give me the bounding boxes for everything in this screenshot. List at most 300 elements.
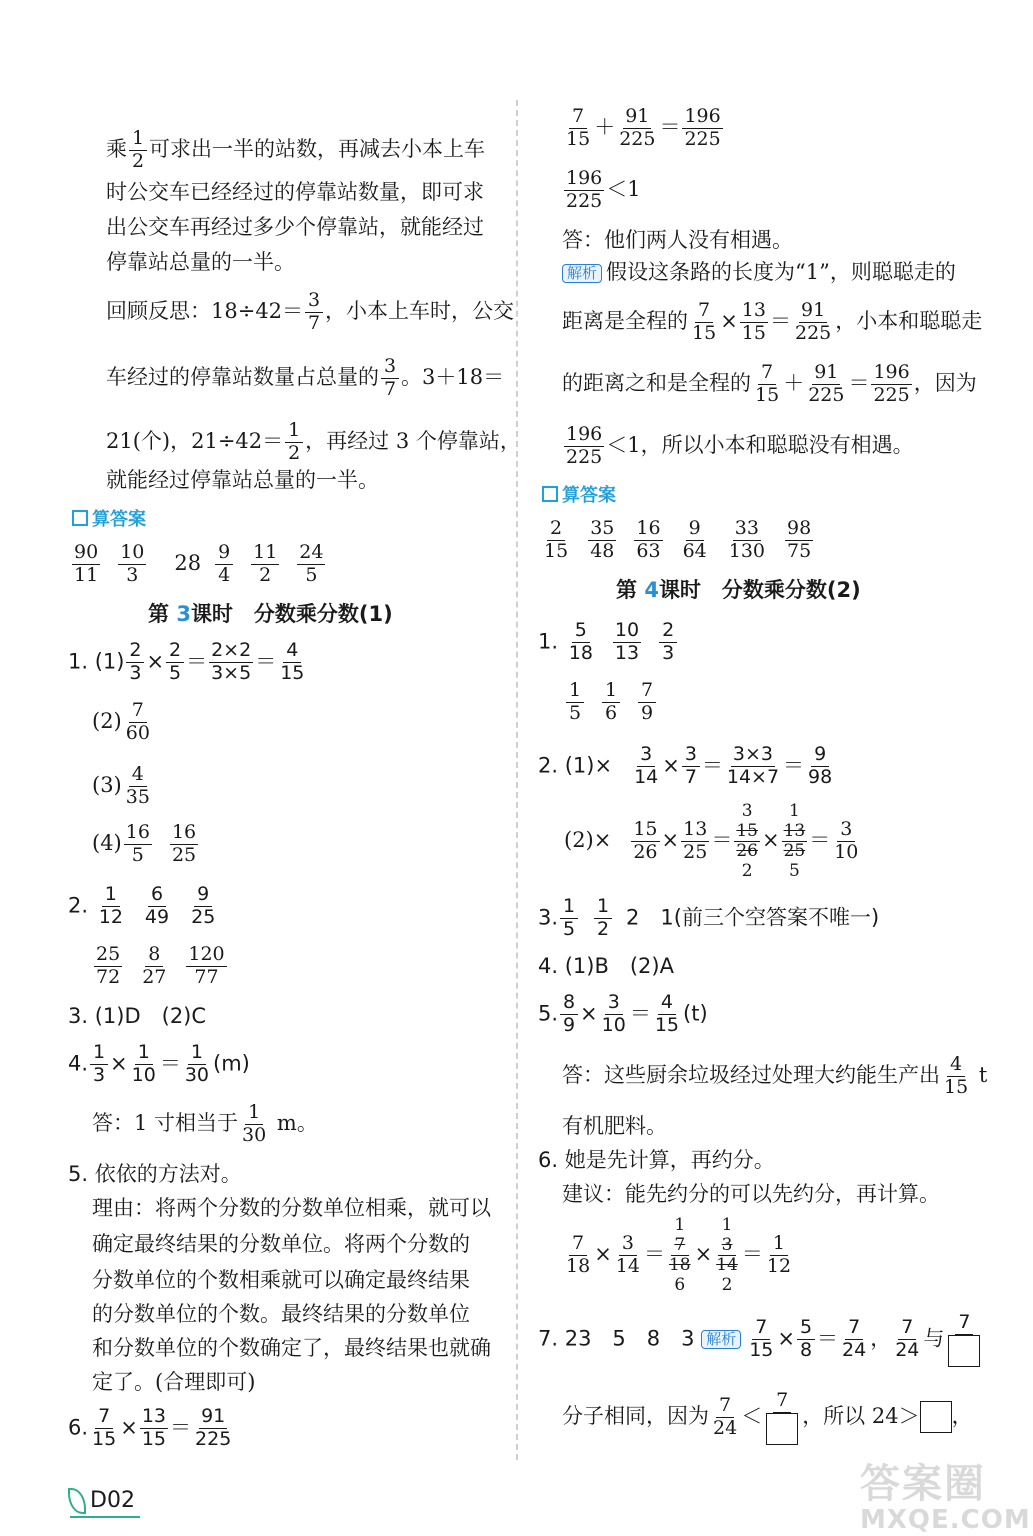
- analysis-tag: 解析: [701, 1330, 741, 1349]
- numerator: 196: [873, 361, 910, 383]
- fraction: [542, 518, 570, 563]
- analysis-line-1: [562, 262, 956, 283]
- numerator: 91: [625, 105, 650, 127]
- fraction: [725, 744, 781, 789]
- fraction: [297, 542, 325, 587]
- numerator: 7: [716, 1395, 734, 1418]
- denominator: 5: [563, 917, 576, 940]
- numerator: 196: [566, 423, 603, 445]
- text: 可求出一半的站数，再减去小本上车: [149, 136, 485, 161]
- numerator: 3: [718, 1236, 736, 1257]
- numerator: 1: [285, 420, 303, 443]
- numerator: 16: [636, 517, 661, 539]
- kousuan-answers: [540, 518, 829, 563]
- denominator: 18: [668, 1255, 691, 1276]
- kousuan-answers: [70, 542, 341, 587]
- denominator: 2: [259, 563, 272, 586]
- fraction: [124, 822, 152, 867]
- text: 3. (1)D (2)C: [68, 1004, 207, 1028]
- symbol: ×: [777, 1326, 796, 1351]
- cancel-fraction: [667, 1216, 693, 1295]
- q4: [68, 1042, 250, 1087]
- fraction: [118, 542, 146, 587]
- fraction: [183, 1042, 211, 1087]
- numerator: 120: [188, 943, 225, 965]
- q5-6: [92, 1338, 491, 1359]
- fraction: [840, 1317, 868, 1362]
- text: 分数单位的个数相乘就可以确定最终结果: [92, 1268, 470, 1292]
- analysis-line-3: [562, 362, 977, 407]
- symbol: ＝: [643, 1242, 665, 1267]
- numerator: 98: [787, 517, 812, 539]
- symbol: ＝: [783, 753, 805, 778]
- p5-answer-2: [562, 1116, 667, 1137]
- denominator: 7: [308, 311, 321, 334]
- text: ，小本上车时，公交: [325, 298, 515, 323]
- denominator: 14: [634, 765, 659, 788]
- denominator: 225: [619, 127, 656, 150]
- page-number-underline: [70, 1516, 140, 1518]
- denominator: 60: [125, 721, 150, 744]
- p7: [538, 1312, 984, 1367]
- numerator: 13: [783, 820, 806, 841]
- denominator: 12: [98, 905, 123, 928]
- p4: [538, 956, 674, 977]
- denominator: 3: [129, 661, 142, 684]
- numerator: 3: [619, 1233, 637, 1256]
- q1-1: [68, 640, 308, 685]
- numerator: 16: [125, 821, 150, 843]
- fraction: [567, 620, 595, 665]
- symbol: ×: [662, 753, 680, 778]
- numerator: 2: [166, 640, 184, 663]
- denominator: 225: [566, 445, 603, 468]
- q5-5: [92, 1304, 470, 1325]
- text: (m): [213, 1051, 250, 1076]
- p1-row-1: [538, 620, 693, 665]
- numerator: 9: [215, 542, 233, 565]
- denominator: 130: [728, 539, 766, 562]
- symbol: ×: [694, 1242, 713, 1267]
- denominator: 2: [597, 917, 610, 940]
- numerator: 7: [773, 1390, 791, 1413]
- kousuan-title: [72, 508, 146, 529]
- review-line-1: [106, 290, 514, 335]
- symbol: ×: [110, 1051, 128, 1076]
- text: ＜1，所以小本和聪聪没有相遇。: [606, 432, 914, 457]
- fraction: [215, 542, 233, 587]
- denominator: 14×7: [726, 765, 780, 788]
- denominator: 10: [601, 1013, 626, 1036]
- lesson-4-title: [616, 580, 861, 601]
- fraction: [193, 1406, 233, 1451]
- symbol: ＝: [741, 1242, 763, 1267]
- text: 2. (1)×: [538, 753, 613, 778]
- denominator: 15: [741, 321, 766, 344]
- numerator: 1: [135, 1042, 153, 1065]
- denominator: 5: [305, 563, 318, 586]
- fraction: [600, 992, 628, 1037]
- q1-4: [92, 822, 200, 867]
- fraction: [560, 896, 578, 941]
- text: 假设这条路的长度为“1”，则聪聪走的: [606, 260, 956, 284]
- fraction: [634, 518, 662, 563]
- text: 距离是全程的: [562, 308, 688, 333]
- denominator: 6: [604, 701, 618, 724]
- denominator: 15: [544, 539, 569, 562]
- fraction: [564, 1233, 592, 1278]
- fraction: [594, 896, 612, 941]
- fraction: [124, 700, 152, 745]
- fraction: [631, 819, 659, 864]
- numerator: 15: [633, 818, 658, 841]
- fraction: [682, 106, 722, 151]
- text: ，所以 24＞: [802, 1403, 920, 1428]
- denominator: 35: [125, 785, 150, 808]
- text: 答：这些厨余垃圾经过处理大约能生产出: [562, 1062, 940, 1087]
- denominator: 5: [568, 701, 582, 724]
- denominator: 225: [808, 383, 845, 406]
- cancel-bottom: 2: [741, 860, 753, 881]
- cancel-bottom: 5: [788, 860, 800, 881]
- symbol: ＝: [769, 308, 791, 333]
- numerator: 3: [305, 290, 323, 313]
- fraction: [90, 1406, 118, 1451]
- numerator: 7: [955, 1312, 973, 1335]
- numerator: 90: [74, 541, 99, 563]
- numerator: 1: [245, 1102, 263, 1125]
- box-fraction: [946, 1312, 982, 1367]
- q1-2: [92, 700, 154, 745]
- denominator: 7: [684, 765, 697, 788]
- numerator: 3: [837, 819, 855, 842]
- text: 理由：将两个分数的分数单位相乘，就可以: [92, 1196, 491, 1220]
- fraction: [765, 1233, 793, 1278]
- symbol: ＜: [741, 1403, 763, 1428]
- denominator: 225: [684, 127, 721, 150]
- numerator: 1: [770, 1233, 788, 1256]
- denominator: 9: [640, 701, 654, 724]
- numerator: 9: [194, 884, 212, 907]
- fraction: [681, 518, 709, 563]
- text: 出公交车再经过多少个停靠站，就能经过: [106, 215, 484, 239]
- denominator: 63: [636, 539, 661, 562]
- numerator: 1: [90, 1042, 108, 1065]
- numerator: 13: [141, 1405, 167, 1427]
- numerator: 1: [129, 128, 147, 151]
- numerator: 7: [638, 680, 656, 703]
- numerator: 11: [253, 541, 278, 563]
- text: 6.: [68, 1415, 89, 1440]
- fraction: [727, 518, 767, 563]
- cancel-fraction: [734, 802, 760, 881]
- denominator: 24: [842, 1338, 867, 1361]
- numerator: 24: [299, 541, 324, 563]
- text: 7. 23 5 8 3: [538, 1326, 695, 1351]
- fraction: [797, 1317, 815, 1362]
- denominator: 10: [131, 1063, 156, 1086]
- denominator: 10: [834, 841, 859, 864]
- p3: [538, 896, 879, 941]
- numerator: 7: [898, 1317, 916, 1340]
- fraction: [140, 1406, 168, 1451]
- cancel-top: 1: [788, 801, 800, 821]
- symbol: ＝: [659, 114, 681, 139]
- q5-4: [92, 1270, 470, 1291]
- text: 21(个)，21÷42＝: [106, 428, 284, 453]
- p6-2: [562, 1184, 940, 1205]
- numerator: 2×2: [211, 639, 252, 661]
- text: 就能经过停靠站总量的一半。: [106, 468, 379, 492]
- denominator: 13: [614, 641, 640, 664]
- q2-row-1: [68, 884, 233, 929]
- fraction: [893, 1317, 921, 1362]
- lesson-title: 第 3课时 分数乘分数(1): [148, 602, 393, 626]
- watermark: [860, 1452, 1031, 1535]
- text: (3): [92, 772, 122, 797]
- fraction: [632, 744, 660, 789]
- denominator: 25: [191, 905, 216, 928]
- fraction: [682, 744, 700, 789]
- denominator: 11: [74, 563, 99, 586]
- symbol: ＝: [170, 1415, 192, 1440]
- denominator: 3: [93, 1063, 106, 1086]
- answer-box: [948, 1335, 980, 1367]
- fraction: [285, 420, 303, 465]
- value: 28: [174, 550, 202, 575]
- denominator: 25: [783, 841, 806, 862]
- fraction: [942, 1054, 970, 1099]
- numerator: 91: [814, 361, 839, 383]
- text: 时公交车已经经过的停靠站数量，即可求: [106, 180, 484, 204]
- fraction: [560, 992, 578, 1037]
- leaf-icon: [68, 1488, 86, 1514]
- q6: [68, 1406, 235, 1451]
- denominator: 12: [766, 1255, 792, 1278]
- text: 停靠站总量的一半。: [106, 250, 295, 274]
- numerator: 2: [547, 518, 565, 541]
- denominator: 27: [142, 965, 167, 988]
- text: 5. 依依的方法对。: [68, 1162, 242, 1186]
- numerator: 10: [614, 619, 640, 641]
- text: (2)×: [564, 828, 612, 853]
- denominator: 225: [794, 321, 832, 344]
- denominator: 9: [563, 1013, 576, 1036]
- fraction: [251, 542, 279, 587]
- denominator: 3: [126, 563, 139, 586]
- fraction: [747, 1317, 775, 1362]
- denominator: 72: [96, 965, 121, 988]
- denominator: 3×5: [211, 661, 252, 684]
- eq-1: [562, 106, 725, 151]
- fraction: [90, 1042, 108, 1087]
- fraction: [381, 356, 399, 401]
- numerator: 1: [602, 680, 620, 703]
- fraction: [209, 640, 253, 685]
- lesson-3-title: [148, 604, 393, 625]
- numerator: 8: [145, 944, 163, 967]
- symbol: ＝: [817, 1326, 839, 1351]
- text: 定了。(合理即可): [92, 1370, 256, 1394]
- q5-7: [92, 1372, 255, 1393]
- text: 4.: [68, 1051, 89, 1076]
- fraction: [613, 620, 641, 665]
- p8: [562, 1390, 973, 1445]
- denominator: 30: [184, 1063, 210, 1086]
- text: 的距离之和是全程的: [562, 370, 751, 395]
- watermark-text: 答案圈: [860, 1461, 986, 1507]
- fraction: [638, 680, 656, 725]
- cancel-top: 1: [674, 1215, 686, 1235]
- denominator: 49: [144, 905, 170, 928]
- cancel-top: 1: [721, 1215, 733, 1235]
- fraction: [129, 128, 147, 173]
- text: ，再经过 3 个停靠站，: [305, 428, 521, 453]
- text: 。3＋18＝: [401, 364, 505, 389]
- text: 的分数单位的个数。最终结果的分数单位: [92, 1302, 470, 1326]
- fraction: [793, 300, 833, 345]
- q5-1: [68, 1164, 242, 1185]
- section-title: 算答案: [72, 509, 146, 530]
- fraction: [588, 518, 616, 563]
- text: ，: [951, 1403, 973, 1428]
- fraction: [130, 1042, 158, 1087]
- numerator: 25: [96, 943, 121, 965]
- q5-2: [92, 1198, 491, 1219]
- numerator: 9: [686, 518, 704, 541]
- denominator: 48: [590, 539, 615, 562]
- numerator: 3: [605, 992, 623, 1015]
- denominator: 14: [716, 1255, 738, 1276]
- text: 2.: [68, 893, 89, 918]
- numerator: 2: [659, 620, 677, 643]
- numerator: 1: [594, 896, 612, 919]
- symbol: ×: [580, 1001, 598, 1026]
- denominator: 26: [633, 841, 658, 864]
- analysis-tag: 解析: [562, 264, 602, 283]
- denominator: 18: [568, 641, 593, 664]
- denominator: 98: [808, 765, 833, 788]
- text: 建议：能先约分的可以先约分，再计算。: [562, 1182, 940, 1206]
- cancel-fraction: [714, 1216, 740, 1295]
- text: 与: [923, 1326, 945, 1351]
- numerator: 15: [736, 820, 758, 841]
- symbol: ×: [761, 828, 780, 853]
- symbol: ×: [120, 1415, 138, 1440]
- numerator: 7: [752, 1317, 770, 1340]
- fraction: [614, 1233, 642, 1278]
- fraction: [240, 1102, 268, 1147]
- fraction: [785, 518, 813, 563]
- numerator: 1: [566, 680, 584, 703]
- fraction: [189, 884, 217, 929]
- fraction: [140, 944, 168, 989]
- denominator: 25: [171, 843, 197, 866]
- fraction: [186, 944, 226, 989]
- solution-line-1: [106, 128, 485, 173]
- symbol: ＋: [594, 114, 616, 139]
- denominator: 225: [873, 383, 910, 406]
- numerator: 16: [171, 821, 197, 843]
- numerator: 33: [734, 517, 759, 539]
- symbol: ＝: [809, 828, 831, 853]
- numerator: 9: [811, 744, 829, 767]
- symbol: ＝: [629, 1001, 651, 1026]
- fraction: [681, 819, 709, 864]
- numerator: 4: [283, 640, 301, 663]
- symbol: ×: [146, 649, 165, 674]
- text: 5.: [538, 1001, 559, 1026]
- denominator: 15: [280, 661, 305, 684]
- denominator: 5: [169, 661, 182, 684]
- numerator: 3×3: [732, 743, 773, 765]
- denominator: 26: [736, 841, 758, 862]
- denominator: 24: [713, 1416, 738, 1439]
- symbol: ＝: [159, 1051, 181, 1076]
- numerator: 7: [758, 362, 776, 385]
- fraction: [72, 542, 100, 587]
- text: ，因为: [913, 370, 977, 395]
- denominator: 2: [288, 441, 301, 464]
- lesson-title: 第 4课时 分数乘分数(2): [616, 578, 861, 602]
- denominator: 15: [566, 127, 591, 150]
- numerator: 1: [188, 1042, 206, 1065]
- fraction: [617, 106, 657, 151]
- fraction: [871, 362, 911, 407]
- review-line-4: [106, 470, 379, 491]
- cancel-bottom: 6: [674, 1274, 686, 1295]
- q1-3: [92, 764, 154, 809]
- fraction: [753, 362, 781, 407]
- fraction: [659, 620, 677, 665]
- denominator: 15: [749, 1338, 774, 1361]
- page-number: D02: [68, 1488, 135, 1514]
- fraction: [97, 884, 125, 929]
- text: 答：1 寸相当于: [92, 1110, 239, 1135]
- p5-answer: [562, 1054, 987, 1099]
- denominator: 25: [683, 841, 708, 864]
- denominator: 18: [566, 1255, 591, 1278]
- text: 回顾反思：18÷42＝: [106, 298, 304, 323]
- fraction: [566, 680, 584, 725]
- numerator: 196: [684, 105, 721, 127]
- answer-line: [562, 230, 793, 251]
- fraction: [126, 640, 144, 685]
- p5: [538, 992, 708, 1037]
- eq-2: [562, 168, 641, 213]
- p1-row-2: [564, 680, 672, 725]
- denominator: 225: [566, 189, 603, 212]
- denominator: 30: [242, 1123, 267, 1146]
- cancel-bottom: 2: [721, 1274, 733, 1295]
- review-line-3: [106, 420, 521, 465]
- symbol: ＋: [783, 370, 805, 395]
- numerator: 4: [658, 992, 676, 1015]
- numerator: 196: [566, 167, 603, 189]
- review-line-2: [106, 356, 504, 401]
- numerator: 91: [801, 299, 826, 321]
- numerator: 13: [683, 818, 708, 841]
- symbol: ×: [720, 308, 738, 333]
- denominator: 15: [141, 1427, 167, 1450]
- text: (2): [92, 708, 122, 733]
- numerator: 35: [590, 517, 615, 539]
- symbol: ，: [870, 1326, 892, 1351]
- p6-calc: [562, 1216, 795, 1295]
- cancel-top: 3: [741, 801, 753, 821]
- fraction: [94, 944, 122, 989]
- text: ，小本和聪聪走: [835, 308, 983, 333]
